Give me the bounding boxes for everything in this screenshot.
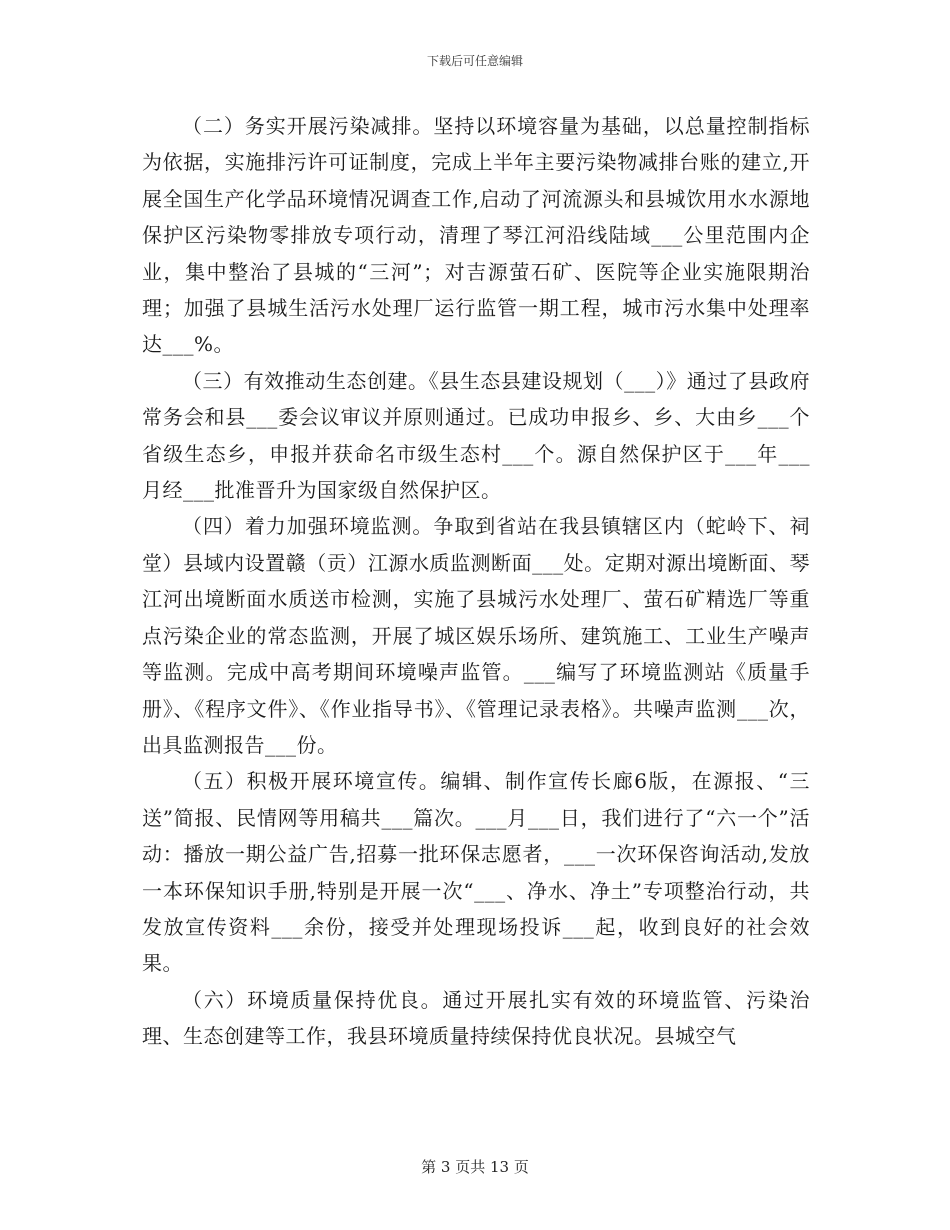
body-text [142,108,810,1055]
header-note: 下载后可任意编辑 [426,54,523,68]
paragraph-environmental-publicity: （五）积极开展环境宣传。编辑、制作宣传长廊6版，在源报、“三送”简报、民情网等用稿共___篇次。___月___日，我们进行了“六一个”活动：播放一期公益广告,招募一批环保志愿者，___一次环保咨询活动,发放一本环保知识手册,特别是开展一次“___、净水、净土”专项整治行动，共发放宣传资料___余份，接受并处理现场投诉___起，收到良好的社会效果。 [142,769,810,976]
paragraph-ecological-creation: （三）有效推动生态创建。《县生态县建设规划（___）》通过了县政府常务会和县___委会议审议并原则通过。已成功申报乡、乡、大由乡___个省级生态乡，申报并获命名市级生态村___个。源自然保护区于___年___月经___批准晋升为国家级自然保护区。 [142,368,810,503]
paragraph-environmental-monitoring: （四）着力加强环境监测。争取到省站在我县镇辖区内（蛇岭下、祠堂）县域内设置赣（贡）江源水质监测断面___处。定期对源出境断面、琴江河出境断面水质送市检测，实施了县城污水处理厂、萤石矿精选厂等重点污染企业的常态监测，开展了城区娱乐场所、建筑施工、工业生产噪声等监测。完成中高考期间环境噪声监管。___编写了环境监测站《质量手册》、《程序文件》、《作业指导书》、《管理记录表格》。共噪声监测___次，出具监测报告___份。 [142,514,810,757]
page-number: 第 3 页共 13 页 [421,1158,529,1176]
paragraph-pollution-reduction: （二）务实开展污染减排。坚持以环境容量为基础，以总量控制指标为依据，实施排污许可证制度，完成上半年主要污染物减排台账的建立,开展全国生产化学品环境情况调查工作,启动了河流源头和县城饮用水水源地保护区污染物零排放专项行动，清理了琴江河沿线陆域___公里范围内企业，集中整治了县城的“三河”；对吉源萤石矿、医院等企业实施限期治理；加强了县城生活污水处理厂运行监管一期工程，城市污水集中处理率达___%。 [142,114,810,357]
paragraph-environmental-quality: （六）环境质量保持优良。通过开展扎实有效的环境监管、污染治理、生态创建等工作，我县环境质量持续保持优良状况。县城空气 [142,987,810,1049]
